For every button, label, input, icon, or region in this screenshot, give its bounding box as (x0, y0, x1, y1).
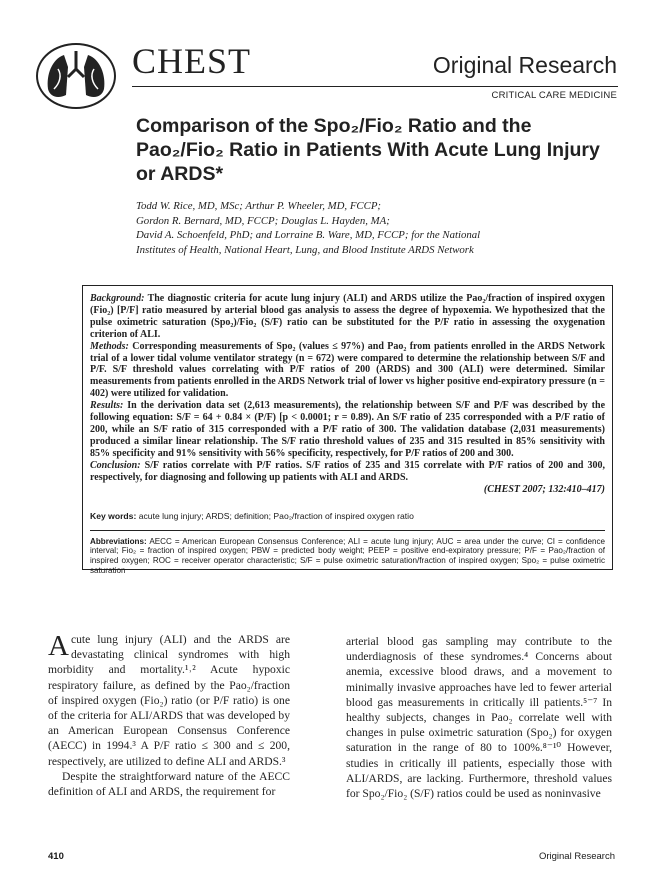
results-label: Results: (90, 400, 124, 412)
journal-logo (36, 43, 116, 109)
background-label: Background: (90, 293, 145, 304)
paragraph: arterial blood gas sampling may contribute to the underdiagnosis of these syndromes.⁴ Concerns about anemia, excessive blood draws, and a movement to minimally invasive approaches have led to fewer arterial blood gas measurements in critically ill patients.⁵⁻⁷ In healthy subjects, changes in Pao₂ correlate well with changes in pulse oximetric saturation (Spo₂) for oxygen saturation in the range of 80 to 100%.⁸⁻¹⁰ However, studies in critically ill patients, especially those with ALI/ARDS, are lacking. Furthermore, threshold values for Spo₂/Fio₂ (S/F) ratios could be used as noninvasive (346, 635, 612, 801)
author-line: Institutes of Health, National Heart, Lung, and Blood Institute ARDS Network (136, 243, 474, 256)
divider (90, 530, 605, 531)
section-label: CRITICAL CARE MEDICINE (491, 90, 617, 101)
results-text: In the derivation data set (2,613 measurements), the relationship between S/F and P/F was described by the following equation: S/F = 64 + 0.84 × (P/F) [p < 0.0001; r = 0.89). An S/F ratio of 235 corresponded with a P/F ratio of 200, while an S/F ratio of 315 corresponded with a P/F ratio of 300. The validation database (2,031 measurements) produced a similar linear relationship. The S/F ratio threshold values of 235 and 315 resulted in 85% sensitivity with 85% specificity and 91% sensitivity with 56% specificity, respectively, for P/F ratios of 200 and 300. (90, 400, 606, 459)
paragraph: Despite the straightforward nature of the AECC definition of ALI and ARDS, the requirement for (48, 769, 290, 799)
article-title: Comparison of the Spo₂/Fio₂ Ratio and the Pao₂/Fio₂ Ratio in Patients With Acute Lung Injury or ARDS* (136, 115, 600, 185)
paragraph (48, 632, 290, 769)
abbreviations-label: Abbreviations: (90, 536, 147, 546)
keywords-label: Key words: (90, 510, 137, 521)
keywords-text: acute lung injury; ARDS; definition; Pao₂/fraction of inspired oxygen ratio (138, 510, 414, 521)
paragraph-text: cute lung injury (ALI) and the ARDS are devastating clinical syndromes with high morbidity and mortality.¹˒² Acute hypoxic respiratory failure, as defined by the Pao₂/fraction of inspired oxygen (Fio₂) ratio (or P/F ratio) is one of the criteria for ALI/ARDS that was developed by an American European Consensus Conference (AECC) in 1994.³ A P/F ratio ≤ 300 and ≤ 200, respectively, are utilized to define ALI and ARDS.³ (48, 633, 290, 768)
header-rule (132, 86, 618, 87)
body-column-left (48, 632, 290, 799)
abbreviations (90, 537, 605, 576)
article-type: Original Research (432, 52, 617, 78)
abstract-text (90, 293, 605, 484)
abstract-box (82, 285, 613, 575)
lungs-logo-icon (38, 45, 114, 107)
author-line: Todd W. Rice, MD, MSc; Arthur P. Wheeler, MD, FCCP; (136, 200, 382, 212)
abbreviations-text: AECC = American European Consensus Conference; ALI = acute lung injury; AUC = area under the curve; CI = confidence interval; Fio₂ = fraction of inspired oxygen; PBW = predicted body weight; PEEP = positive end-expiratory pressure; P/F = Pao₂/fraction of inspired oxygen; ROC = receiver operator characteristic; S/F = pulse oximetric saturation/fraction of inspired oxygen; Spo₂ = pulse oximetric saturation (90, 536, 606, 575)
conclusion-label: Conclusion: (90, 459, 141, 471)
body-column-right (346, 634, 612, 801)
author-line: Gordon R. Bernard, MD, FCCP; Douglas L. Hayden, MA; (136, 214, 390, 227)
background-text: The diagnostic criteria for acute lung injury (ALI) and ARDS utilize the Pao₂/fraction of inspired oxygen (Fio₂) [P/F] ratio measured by arterial blood gas analysis to assess the degree of hypoxemia. We hypothesized that the pulse oximetric saturation (Spo₂)/Fio₂ (S/F) ratio can be substituted for the P/F ratio in assessing the oxygenation criterion of ALI. (90, 293, 605, 340)
author-line: David A. Schoenfeld, PhD; and Lorraine B. Ware, MD, FCCP; for the National (136, 229, 481, 241)
drop-cap: A (48, 630, 69, 662)
keywords (90, 511, 605, 522)
conclusion-text: S/F ratios correlate with P/F ratios. S/F ratios of 235 and 315 correlate with P/F ratios of 200 and 300, respectively, for diagnosing and following up patients with ALI and ARDS. (90, 459, 606, 483)
journal-name: CHEST (132, 41, 252, 81)
footer-label: Original Research (538, 851, 615, 862)
author-list (136, 199, 606, 257)
methods-label: Methods: (90, 340, 129, 352)
citation: (CHEST 2007; 132:410–417) (483, 483, 605, 495)
methods-text: Corresponding measurements of Spo₂ (values ≤ 97%) and Pao₂ from patients enrolled in the ARDS Network trial of a lower tidal volume ventilator strategy (n = 672) were compared to determine the relationship between S/F and P/F. S/F threshold values correlating with P/F ratios of 200 (ARDS) and 300 (ALI) were determined. Similar measurements from patients enrolled in the ARDS Network trial of lower vs higher positive end-expiratory pressure (n = 402) were utilized for validation. (90, 340, 606, 400)
page-number: 410 (48, 851, 64, 862)
